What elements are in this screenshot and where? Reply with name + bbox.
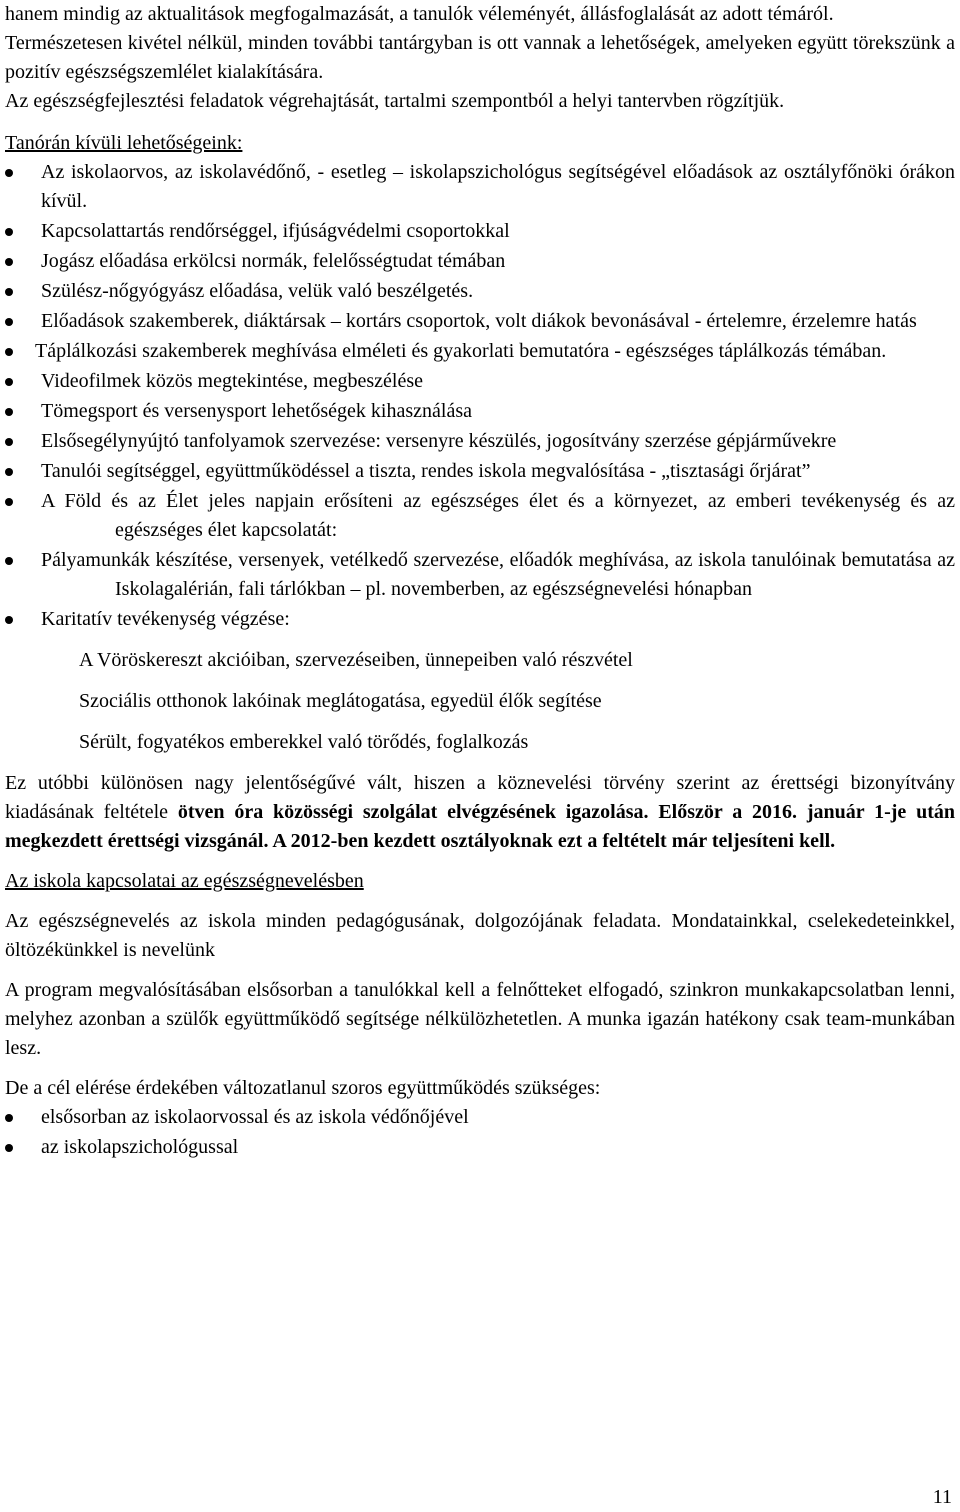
list-item: Szülész-nőgyógyász előadása, velük való beszélgetés. [5,277,955,306]
sublist-item: Sérült, fogyatékos emberekkel való törődés, foglalkozás [79,731,529,753]
community-service-requirement: ötven óra közösségi szolgálat elvégzésének igazolása. Először a 2016. január 1-je után megkezdett érettségi vizsgánál. A 2012-ben kezdett osztályoknak ezt a feltételt már teljesíteni kell. [5,801,955,852]
bullet-icon [5,438,13,446]
extracurricular-list [5,158,955,634]
bullet-icon [5,348,13,356]
document-page [5,0,955,1163]
intro-paragraph-1: hanem mindig az aktualitások megfogalmazását, a tanulók véleményét, állásfoglalását az adott témáról. [5,3,834,25]
list-item: Táplálkozási szakemberek meghívása elméleti és gyakorlati bemutatóra - egészséges táplálkozás témában. [5,337,955,366]
community-service-paragraph: Ez utóbbi különösen nagy jelentőségűvé vált, hiszen a köznevelési törvény szerint az érettségi bizonyítvány kiadásának feltétele ötven óra közösségi szolgálat elvégzésének igazolása. Először a 2016. január 1-je után megkezdett érettségi vizsgánál. A 2012-ben kezdett osztályoknak ezt a feltételt már teljesíteni kell. [5,772,955,852]
list-item: Előadások szakemberek, diáktársak – kortárs csoportok, volt diákok bevonásával - értelemre, érzelemre hatás [5,307,955,336]
bullet-icon [5,288,13,296]
cooperation-list [5,1103,955,1162]
list-item: Elsősegélynyújtó tanfolyamok szervezése: versenyre készülés, jogosítvány szerzése gépjárművekre [5,427,955,456]
intro-paragraph-3: Az egészségfejlesztési feladatok végrehajtását, tartalmi szempontból a helyi tantervben rögzítjük. [5,90,785,112]
intro-paragraph-2: Természetesen kivétel nélkül, minden további tantárgyban is ott vannak a lehetőségek, amelyeken együtt törekszünk a pozitív egészségszemlélet kialakítására. [5,32,955,83]
page-number: 11 [932,1486,952,1508]
bullet-icon [5,408,13,416]
list-item: elsősorban az iskolaorvossal és az iskola védőnőjével [5,1103,955,1132]
bullet-icon [5,1114,13,1122]
bullet-icon [5,616,13,624]
bullet-icon [5,378,13,386]
bullet-icon [5,468,13,476]
relations-heading: Az iskola kapcsolatai az egészségnevelésben [5,870,364,892]
list-item: Tanulói segítséggel, együttműködéssel a tiszta, rendes iskola megvalósítása - „tisztasági őrjárat” [5,457,955,486]
bullet-icon [5,169,13,177]
list-item: Kapcsolattartás rendőrséggel, ifjúságvédelmi csoportokkal [5,217,955,246]
sublist-item: A Vöröskereszt akcióiban, szervezéseiben, ünnepeiben való részvétel [79,649,633,671]
relations-paragraph-3: De a cél elérése érdekében változatlanul szoros együttműködés szükséges: [5,1077,601,1099]
extracurricular-heading: Tanórán kívüli lehetőségeink: [5,132,243,154]
list-item: az iskolapszichológussal [5,1133,955,1162]
list-item: Tömegsport és versenysport lehetőségek kihasználása [5,397,955,426]
list-item: Karitatív tevékenység végzése: [5,605,955,634]
list-item: Jogász előadása erkölcsi normák, felelősségtudat témában [5,247,955,276]
list-item: Az iskolaorvos, az iskolavédőnő, - esetleg – iskolapszichológus segítségével előadások az osztályfőnöki órákon kívül. [5,158,955,216]
relations-paragraph-2: A program megvalósításában elsősorban a tanulókkal kell a felnőtteket elfogadó, szinkron munkakapcsolatban lenni, melyhez azonban a szülők együttműködő segítsége nélkülözhetetlen. A munka igazán hatékony csak team-munkában lesz. [5,979,955,1059]
relations-paragraph-1: Az egészségnevelés az iskola minden pedagógusának, dolgozójának feladata. Mondatainkkal, cselekedeteinkkel, öltözékünkkel is nevelünk [5,910,955,961]
bullet-icon [5,498,13,506]
charity-sublist [5,646,955,757]
sublist-item: Szociális otthonok lakóinak meglátogatása, egyedül élők segítése [79,690,602,712]
bullet-icon [5,228,13,236]
list-item: A Föld és az Élet jeles napjain erősíteni az egészséges élet és a környezet, az emberi tevékenység és az egészséges élet kapcsolatát: [5,487,955,545]
list-item: Pályamunkák készítése, versenyek, vetélkedő szervezése, előadók meghívása, az iskola tanulóinak bemutatása az Iskolagalérián, fali tárlókban – pl. novemberben, az egészségnevelési hónapban [5,546,955,604]
list-item: Videofilmek közös megtekintése, megbeszélése [5,367,955,396]
bullet-icon [5,1144,13,1152]
bullet-icon [5,258,13,266]
bullet-icon [5,557,13,565]
bullet-icon [5,318,13,326]
